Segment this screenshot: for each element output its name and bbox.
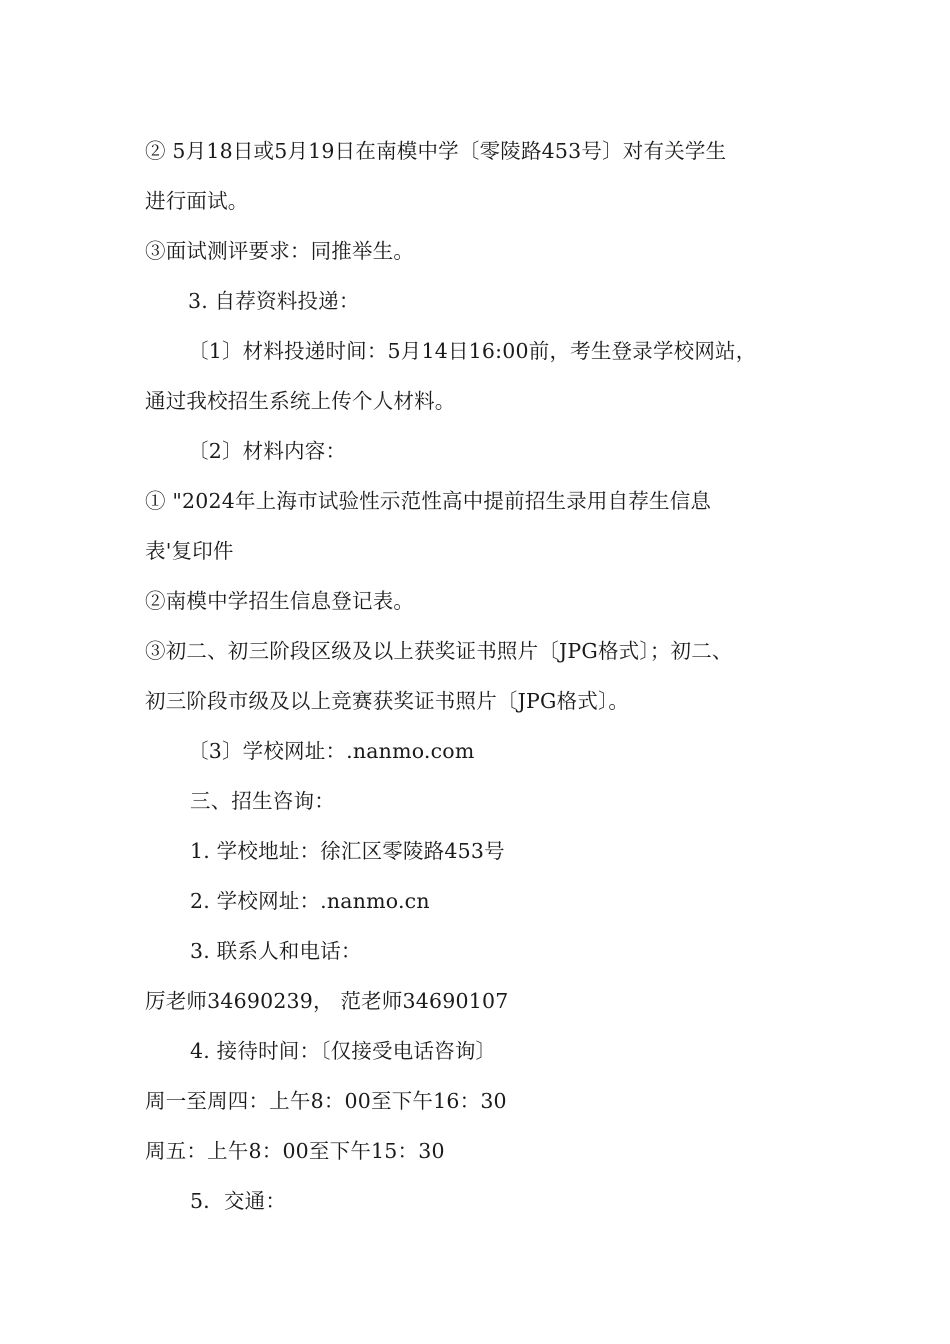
heading-material-content: 〔2〕材料内容： (188, 439, 347, 463)
text-line-submission-cont: 通过我校招生系统上传个人材料。 (145, 389, 456, 413)
text-line-material-2: ②南模中学招生信息登记表。 (145, 589, 415, 613)
text-line-interview-date: ② 5月18日或5月19日在南模中学〔零陵路453号〕对有关学生 (145, 139, 727, 163)
text-line-school-website-1: 〔3〕学校网址：.nanmo.com (188, 739, 475, 763)
text-line-school-website-2: 2. 学校网址：.nanmo.cn (190, 889, 430, 913)
heading-admission-consult: 三、招生咨询： (190, 789, 335, 813)
heading-transport: 5．交通： (190, 1189, 287, 1213)
heading-contacts: 3. 联系人和电话： (190, 939, 362, 963)
text-line-material-1: ① "2024年上海市试验性示范性高中提前招生录用自荐生信息 (145, 489, 712, 513)
heading-reception-time: 4. 接待时间：〔仅接受电话咨询〕 (190, 1039, 497, 1063)
text-line-material-3: ③初二、初三阶段区级及以上获奖证书照片〔JPG格式〕；初二、 (145, 639, 733, 663)
text-line-school-address: 1. 学校地址：徐汇区零陵路453号 (190, 839, 505, 863)
text-line-material-1-cont: 表'复印件 (145, 539, 234, 563)
text-line-material-3-cont: 初三阶段市级及以上竞赛获奖证书照片〔JPG格式〕。 (145, 689, 630, 713)
text-line-mon-thu-hours: 周一至周四：上午8：00至下午16：30 (145, 1089, 507, 1113)
text-line-fri-hours: 周五：上午8：00至下午15：30 (145, 1139, 445, 1163)
heading-self-recommend-materials: 3. 自荐资料投递： (188, 289, 360, 313)
text-line-contact-phones: 厉老师34690239， 范老师34690107 (145, 989, 509, 1013)
text-line-interview-requirement: ③面试测评要求：同推举生。 (145, 239, 415, 263)
text-line-submission-time: 〔1〕材料投递时间：5月14日16:00前，考生登录学校网站， (188, 339, 757, 363)
text-line-interview-cont: 进行面试。 (145, 189, 249, 213)
